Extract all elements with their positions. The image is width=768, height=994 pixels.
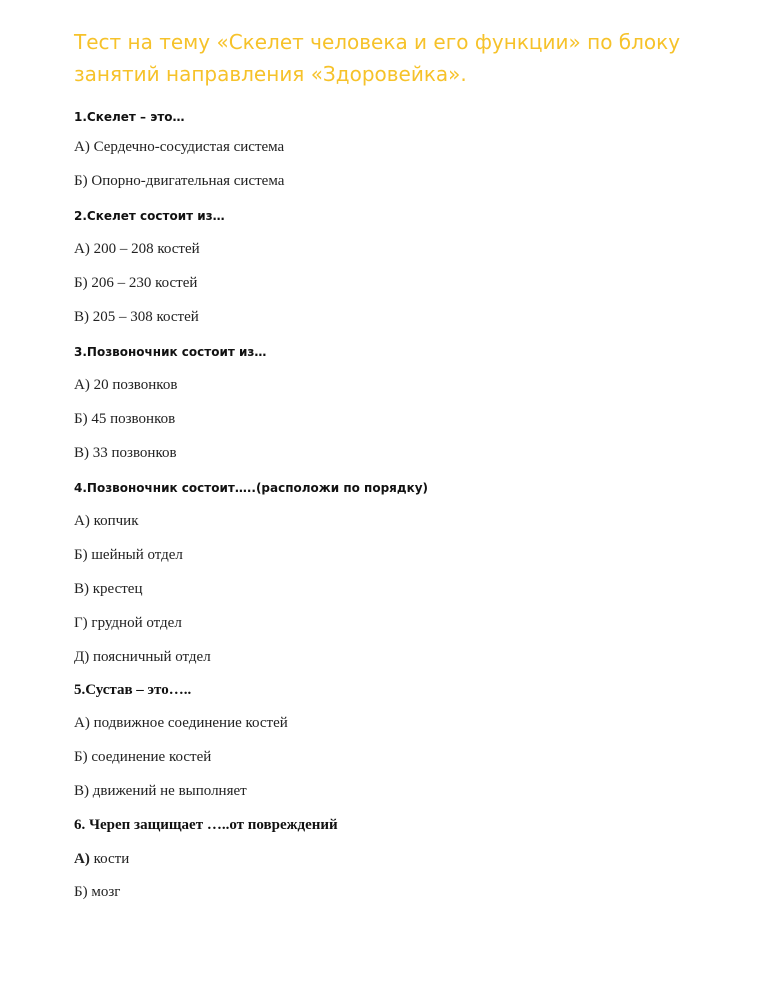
answer-5c: В) движений не выполняет	[74, 783, 247, 799]
answer-2a: А) 200 – 208 костей	[74, 241, 200, 257]
document-title: Тест на тему «Скелет человека и его функции» по блоку занятий направления «Здоровейка».	[74, 30, 681, 86]
answer-1b: Б) Опорно-двигательная система	[74, 173, 285, 189]
answer-3a: А) 20 позвонков	[74, 377, 178, 393]
question-4: 4.Позвоночник состоит…..(расположи по порядку)	[74, 481, 429, 495]
answer-2c: В) 205 – 308 костей	[74, 309, 199, 325]
answer-6a	[74, 851, 129, 868]
answer-4a: А) копчик	[74, 513, 139, 529]
answer-5b: Б) соединение костей	[74, 749, 212, 765]
question-1: 1.Скелет – это…	[74, 110, 185, 124]
question-3: 3.Позвоночник состоит из…	[74, 345, 267, 359]
answer-4e: Д) поясничный отдел	[74, 649, 211, 665]
answer-5a: А) подвижное соединение костей	[74, 715, 288, 731]
answer-4d: Г) грудной отдел	[74, 615, 182, 631]
answer-6a-letter: А)	[74, 851, 90, 867]
answer-4b: Б) шейный отдел	[74, 547, 183, 563]
answer-6b: Б) мозг	[74, 884, 121, 900]
question-2: 2.Скелет состоит из…	[74, 209, 225, 223]
answer-4c: В) крестец	[74, 581, 143, 597]
answer-6a-text: кости	[93, 851, 130, 867]
answer-3c: В) 33 позвонков	[74, 445, 177, 461]
answer-2b: Б) 206 – 230 костей	[74, 275, 198, 291]
question-5: 5.Сустав – это…..	[74, 682, 192, 698]
answer-1a: А) Сердечно-сосудистая система	[74, 139, 285, 155]
answer-3b: Б) 45 позвонков	[74, 411, 176, 427]
question-6: 6. Череп защищает …..от повреждений	[74, 817, 338, 833]
